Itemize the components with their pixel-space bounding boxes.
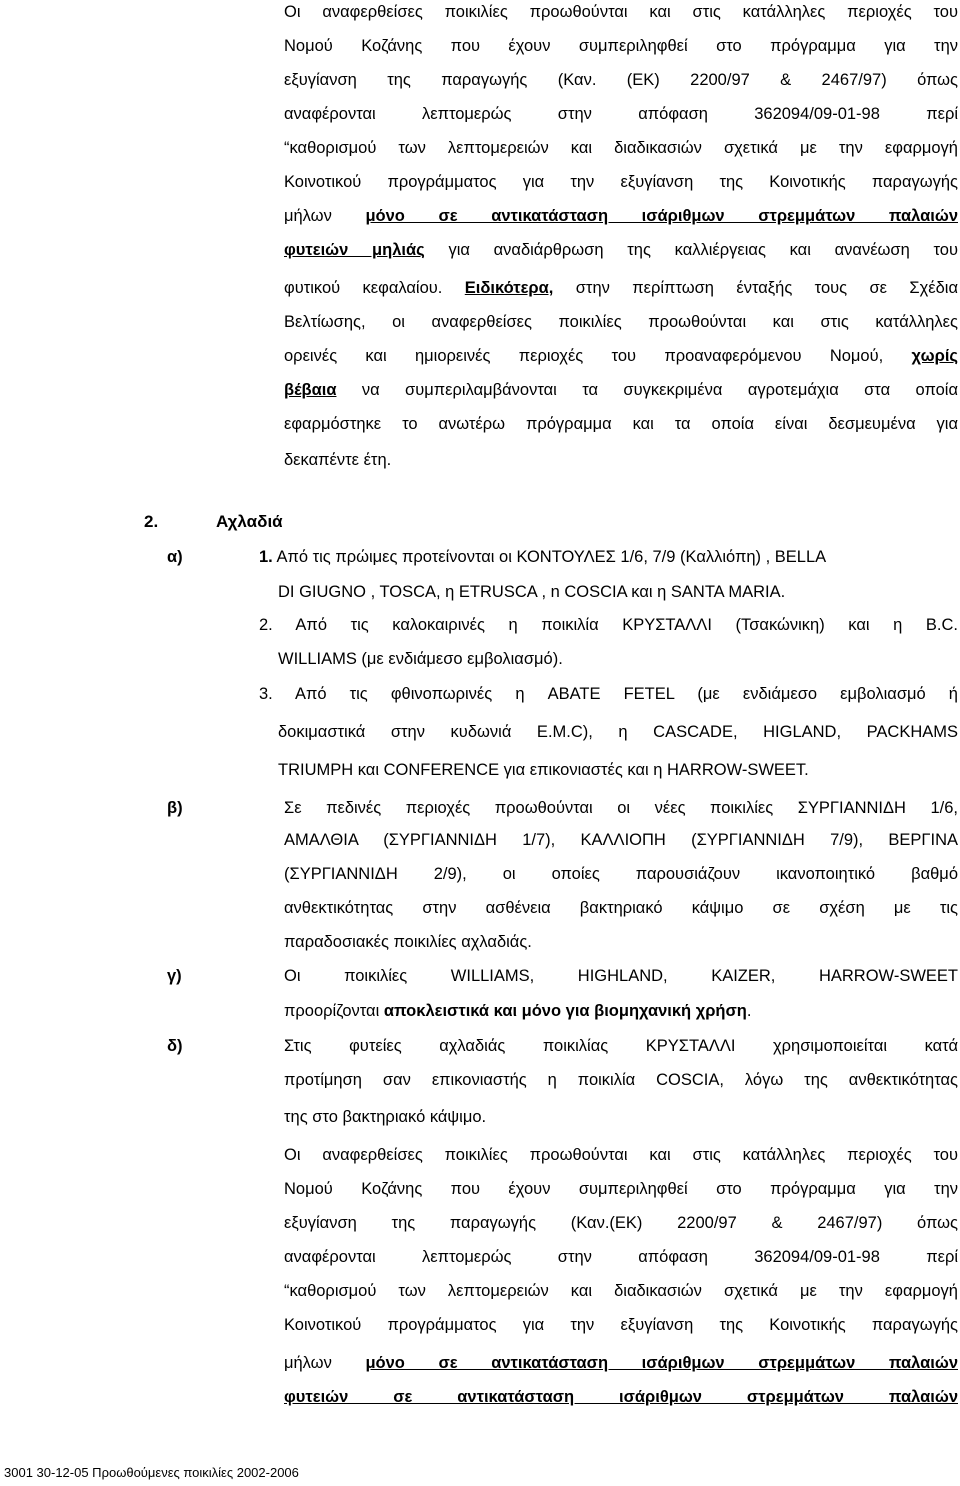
intro-line-4: αναφέρονται λεπτομερώς στην απόφαση 362094/09-01-98 περί [284, 105, 958, 123]
alpha-item-1-text: Από τις πρώιμες προτείνονται οι ΚΟΝΤΟΥΛΕΣ 1/6, 7/9 (Καλλιόπη) , BELLA [276, 548, 827, 566]
intro-text: μήλων [284, 207, 332, 225]
repeat-line-1: Οι αναφερθείσες ποικιλίες προωθούνται και στις κατάλληλες περιοχές του [284, 1146, 958, 1164]
gamma-period: . [746, 1002, 752, 1020]
intro-line-1: Οι αναφερθείσες ποικιλίες προωθούνται και στις κατάλληλες περιοχές του [284, 3, 958, 21]
page-footer: 3001 30-12-05 Προωθούμενες ποικιλίες 2002-2006 [4, 1465, 299, 1480]
delta-line-2: προτίμηση σαν επικονιαστής η ποικιλία COSCIA, λόγω της ανθεκτικότητας [284, 1071, 958, 1089]
repeat-line-3: εξυγίανση της παραγωγής (Καν.(ΕΚ) 2200/97 & 2467/97) όπως [284, 1214, 958, 1232]
repeat-line-4: αναφέρονται λεπτομερώς στην απόφαση 362094/09-01-98 περί [284, 1248, 958, 1266]
repeat-line-8: φυτειών σε αντικατάσταση ισάριθμων στρεμμάτων παλαιών [284, 1388, 958, 1406]
item-label-beta: β) [167, 799, 183, 817]
delta-line-1: Στις φυτείες αχλαδιάς ποικιλίας ΚΡΥΣΤΑΛΛΙ χρησιμοποιείται κατά [284, 1037, 958, 1055]
beta-line-2: ΑΜΑΛΘΙΑ (ΣΥΡΓΙΑΝΝΙΔΗ 1/7), ΚΑΛΛΙΟΠΗ (ΣΥΡΓΙΑΝΝΙΔΗ 7/9), ΒΕΡΓΙΝΑ [284, 831, 958, 849]
intro-emphasis: Ειδικότερα, [464, 279, 554, 297]
repeat-text: μήλων [284, 1354, 332, 1372]
beta-line-3: (ΣΥΡΓΙΑΝΝΙΔΗ 2/9), οι οποίες παρουσιάζουν ικανοποιητικό βαθμό [284, 865, 958, 883]
repeat-line-6: Κοινοτικού προγράμματος για την εξυγίανση της Κοινοτικής παραγωγής [284, 1316, 958, 1334]
intro-line-5: “καθορισμού των λεπτομερειών και διαδικασιών σχετικά με την εφαρμογή [284, 139, 958, 157]
intro-emphasis: μόνο σε αντικατάσταση ισάριθμων στρεμμάτων παλαιών [365, 207, 958, 225]
intro-line-14: δεκαπέντε έτη. [284, 451, 392, 469]
section-number: 2. [144, 512, 159, 531]
item-label-gamma: γ) [167, 967, 182, 985]
repeat-line-7 [284, 1355, 958, 1372]
intro-text: στην περίπτωση ένταξής τους σε Σχέδια [575, 279, 959, 297]
intro-text: να συμπεριλαμβάνονται τα συγκεκριμένα αγροτεμάχια στα οποία [361, 381, 959, 399]
alpha-item-1-line-1 [259, 549, 826, 566]
gamma-text: προορίζονται [284, 1002, 380, 1020]
alpha-item-2-line-2: WILLIAMS (με ενδιάμεσο εμβολιασμό). [278, 650, 563, 668]
intro-line-9 [284, 280, 958, 297]
intro-emphasis: χωρίς [911, 347, 958, 365]
beta-line-1: Σε πεδινές περιοχές προωθούνται οι νέες ποικιλίες ΣΥΡΓΙΑΝΝΙΔΗ 1/6, [284, 799, 958, 817]
intro-line-12 [284, 382, 958, 399]
repeat-line-2: Νομού Κοζάνης που έχουν συμπεριληφθεί στο πρόγραμμα για την [284, 1180, 958, 1198]
intro-text: φυτικού κεφαλαίου. [284, 279, 443, 297]
section-title: Αχλαδιά [216, 512, 283, 531]
intro-line-8 [284, 242, 958, 259]
intro-line-6: Κοινοτικού προγράμματος για την εξυγίανση της Κοινοτικής παραγωγής [284, 173, 958, 191]
item-label-delta: δ) [167, 1037, 183, 1055]
intro-line-2: Νομού Κοζάνης που έχουν συμπεριληφθεί στο πρόγραμμα για την [284, 37, 958, 55]
intro-line-11 [284, 348, 958, 365]
beta-line-4: ανθεκτικότητας στην ασθένεια βακτηριακό κάψιμο σε σχέση με τις [284, 899, 958, 917]
beta-line-5: παραδοσιακές ποικιλίες αχλαδιάς. [284, 933, 532, 951]
intro-text: για αναδιάρθρωση της καλλιέργειας και ανανέωση του [448, 241, 959, 259]
gamma-emphasis: αποκλειστικά και μόνο για βιομηχανική χρήση [383, 1002, 747, 1020]
repeat-line-5: “καθορισμού των λεπτομερειών και διαδικασιών σχετικά με την εφαρμογή [284, 1282, 958, 1300]
delta-line-3: της στο βακτηριακό κάψιμο. [284, 1108, 487, 1126]
gamma-line-2 [284, 1003, 751, 1020]
alpha-item-3-line-3: TRIUMPH και CONFERENCE για επικονιαστές και η HARROW-SWEET. [278, 761, 809, 779]
alpha-item-1-line-2: DI GIUGNO , TOSCA, η ETRUSCA , n COSCIA και η SANTA MARIA. [278, 583, 786, 601]
alpha-item-2-line-1: 2. Από τις καλοκαιρινές η ποικιλία ΚΡΥΣΤΑΛΛΙ (Τσακώνικη) και η B.C. [259, 616, 958, 634]
alpha-item-1-number: 1. [259, 548, 273, 566]
intro-text: ορεινές και ημιορεινές περιοχές του προαναφερόμενου Νομού, [284, 347, 884, 365]
intro-line-13: εφαρμόστηκε το ανωτέρω πρόγραμμα και τα οποία είναι δεσμευμένα για [284, 415, 958, 433]
intro-line-7 [284, 208, 958, 225]
alpha-item-3-line-2: δοκιμαστικά στην κυδωνιά E.M.C), η CASCADE, HIGLAND, PACKHAMS [278, 723, 958, 741]
intro-emphasis: βέβαια [284, 381, 337, 399]
intro-line-3: εξυγίανση της παραγωγής (Καν. (ΕΚ) 2200/97 & 2467/97) όπως [284, 71, 958, 89]
intro-emphasis: φυτειών μηλιάς [284, 241, 425, 259]
gamma-line-1: Οι ποικιλίες WILLIAMS, HIGHLAND, KAIZER, HARROW-SWEET [284, 967, 958, 985]
repeat-emphasis: μόνο σε αντικατάσταση ισάριθμων στρεμμάτων παλαιών [365, 1354, 958, 1372]
intro-line-10: Βελτίωσης, οι αναφερθείσες ποικιλίες προωθούνται και στις κατάλληλες [284, 313, 958, 331]
alpha-item-3-line-1: 3. Από τις φθινοπωρινές η ABATE FETEL (με ενδιάμεσο εμβολιασμό ή [259, 685, 958, 703]
item-label-alpha: α) [167, 548, 183, 566]
